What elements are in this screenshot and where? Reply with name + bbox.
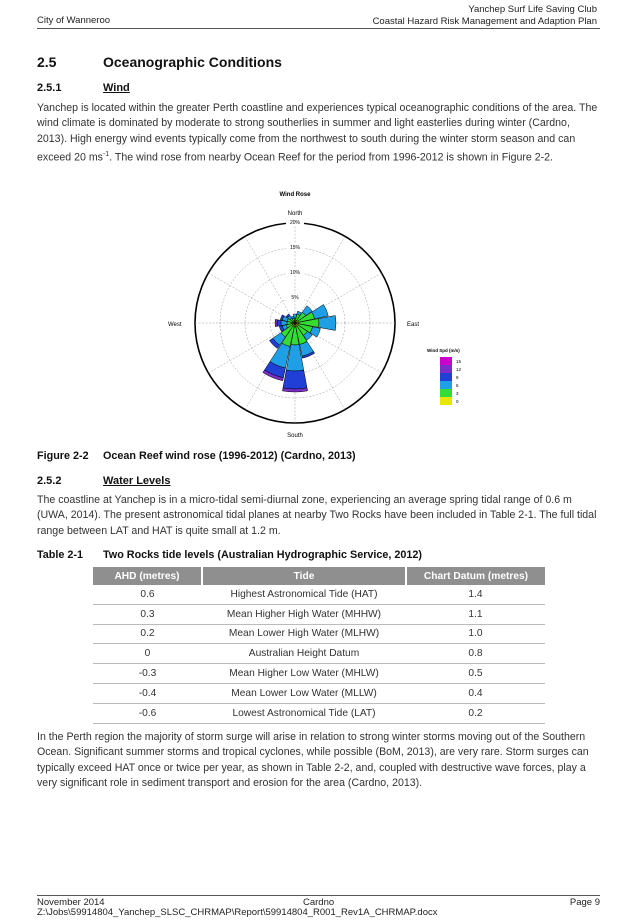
legend-label: 15 xyxy=(456,359,462,364)
header-project-line2: Coastal Hazard Risk Management and Adaption Plan xyxy=(372,16,597,27)
footer-date: November 2014 xyxy=(37,897,105,908)
wind-rose-petal xyxy=(277,320,281,327)
legend-swatch xyxy=(440,365,452,373)
legend-label: 6 xyxy=(456,383,459,388)
header-tide: Tide xyxy=(202,567,406,585)
table-row xyxy=(93,644,545,664)
footer-page-number: Page 9 xyxy=(569,897,600,908)
wind-paragraph xyxy=(37,101,602,166)
table-header-row xyxy=(93,567,545,585)
wind-rose-legend xyxy=(440,357,462,405)
water-levels-number: 2.5.2 xyxy=(37,475,62,487)
ring-label: 10% xyxy=(289,270,301,276)
cell-ahd: -0.6 xyxy=(93,703,202,723)
wind-number: 2.5.1 xyxy=(37,82,62,94)
table-caption-text: Two Rocks tide levels (Australian Hydrographic Service, 2012) xyxy=(103,549,423,561)
wind-paragraph-text-b: . The wind rose from nearby Ocean Reef for the period from 1996-2012 is shown in Figure 2-2. xyxy=(109,151,553,164)
ring-label: 15% xyxy=(289,245,301,251)
legend-label: 0 xyxy=(456,399,459,404)
figure-caption-number: Figure 2-2 xyxy=(37,450,89,462)
wind-rose-west-label: West xyxy=(168,322,182,328)
tide-levels-table xyxy=(93,567,545,724)
legend-label: 12 xyxy=(456,367,462,372)
header-chart-datum: Chart Datum (metres) xyxy=(406,567,545,585)
cell-tide: Mean Higher High Water (MHHW) xyxy=(202,604,406,624)
wind-rose-petal xyxy=(283,370,307,389)
legend-swatch xyxy=(440,381,452,389)
cell-ahd: 0 xyxy=(93,644,202,664)
cell-ahd: -0.4 xyxy=(93,683,202,703)
cell-chart-datum: 1.0 xyxy=(406,624,545,644)
footer-file-path: Z:\Jobs\59914804_Yanchep_SLSC_CHRMAP\Report\59914804_R001_Rev1A_CHRMAP.docx xyxy=(37,907,438,918)
wind-paragraph-text-a: Yanchep is located within the greater Perth coastline and experiences typical oceanographic conditions of the area. The wind climate is dominated by moderate to strong southerlies in summer and light easterlies during winter (Cardno, 2013). High energy wind events typically come from the northwest to south during the winter storm season and can exceed 20 ms xyxy=(37,102,598,164)
table-row xyxy=(93,664,545,684)
header-ahd: AHD (metres) xyxy=(93,567,202,585)
wind-rose-petals xyxy=(263,304,336,392)
wind-paragraph-superscript: -1 xyxy=(102,151,110,159)
table-row xyxy=(93,703,545,723)
wind-rose-title: Wind Rose xyxy=(279,192,311,198)
section-title: Oceanographic Conditions xyxy=(103,54,282,70)
water-levels-heading xyxy=(37,475,170,487)
cell-tide: Mean Higher Low Water (MHLW) xyxy=(202,664,406,684)
cell-chart-datum: 1.4 xyxy=(406,585,545,604)
cell-ahd: 0.3 xyxy=(93,604,202,624)
legend-label: 9 xyxy=(456,375,459,380)
storm-surge-paragraph: In the Perth region the majority of storm surge will arise in relation to strong winter storms moving out of the Southern Ocean. Significant summer storms and tropical cyclones, while possible (BoM, 2013), are very rare. Storm surges can typically exceed HAT once or twice per year, as shown in Table 2-2, and, coupled with destructive wave forces, play a very significant role in sediment transport and erosion for the area (Cardno, 2013). xyxy=(37,731,589,790)
section-number: 2.5 xyxy=(37,54,57,70)
cell-chart-datum: 0.5 xyxy=(406,664,545,684)
cell-ahd: 0.2 xyxy=(93,624,202,644)
header-project-line1: Yanchep Surf Life Saving Club xyxy=(468,4,597,15)
cell-ahd: 0.6 xyxy=(93,585,202,604)
header-divider xyxy=(37,28,600,29)
table-row xyxy=(93,604,545,624)
table-caption-number: Table 2-1 xyxy=(37,549,84,561)
legend-swatch xyxy=(440,397,452,405)
legend-title: Wind Spd (m/s) xyxy=(427,348,460,353)
cell-tide: Mean Lower Low Water (MLLW) xyxy=(202,683,406,703)
ring-label: 5% xyxy=(291,295,299,301)
legend-label: 3 xyxy=(456,391,459,396)
legend-swatch xyxy=(440,373,452,381)
wind-rose-north-label: North xyxy=(287,211,303,217)
table-caption xyxy=(37,549,422,561)
wind-rose-figure xyxy=(150,186,490,442)
wind-rose-petal xyxy=(319,316,336,331)
wind-heading xyxy=(37,82,130,94)
footer-divider xyxy=(37,895,600,896)
wind-rose-petal xyxy=(275,319,277,326)
wind-rose-petal xyxy=(312,304,328,318)
ring-label: 20% xyxy=(289,220,301,226)
cell-chart-datum: 1.1 xyxy=(406,604,545,624)
cell-chart-datum: 0.4 xyxy=(406,683,545,703)
table-row xyxy=(93,585,545,604)
cell-tide: Mean Lower High Water (MLHW) xyxy=(202,624,406,644)
cell-ahd: -0.3 xyxy=(93,664,202,684)
cell-tide: Highest Astronomical Tide (HAT) xyxy=(202,585,406,604)
header-organization: City of Wanneroo xyxy=(37,15,111,26)
wind-rose-south-label: South xyxy=(287,433,303,439)
cell-chart-datum: 0.2 xyxy=(406,703,545,723)
wind-rose-chart xyxy=(150,186,490,442)
table-row xyxy=(93,683,545,703)
wind-title: Wind xyxy=(103,82,130,94)
footer-company: Cardno xyxy=(303,897,335,908)
cell-tide: Lowest Astronomical Tide (LAT) xyxy=(202,703,406,723)
figure-caption-text: Ocean Reef wind rose (1996-2012) (Cardno, 2013) xyxy=(103,450,356,462)
table-row xyxy=(93,624,545,644)
water-levels-paragraph: The coastline at Yanchep is in a micro-tidal semi-diurnal zone, experiencing an average spring tidal range of 0.6 m (UWA, 2014). The present astronomical tidal planes at nearby Two Rocks have been included in Table 2-1. The full tidal range between LAT and HAT is quite small at 1.2 m. xyxy=(37,494,597,537)
water-levels-title: Water Levels xyxy=(103,475,171,487)
wind-rose-east-label: East xyxy=(407,322,420,328)
header-project xyxy=(373,4,597,28)
figure-caption xyxy=(37,450,356,462)
cell-chart-datum: 0.8 xyxy=(406,644,545,664)
legend-swatch xyxy=(440,357,452,365)
legend-swatch xyxy=(440,389,452,397)
cell-tide: Australian Height Datum xyxy=(202,644,406,664)
section-heading xyxy=(37,54,282,70)
